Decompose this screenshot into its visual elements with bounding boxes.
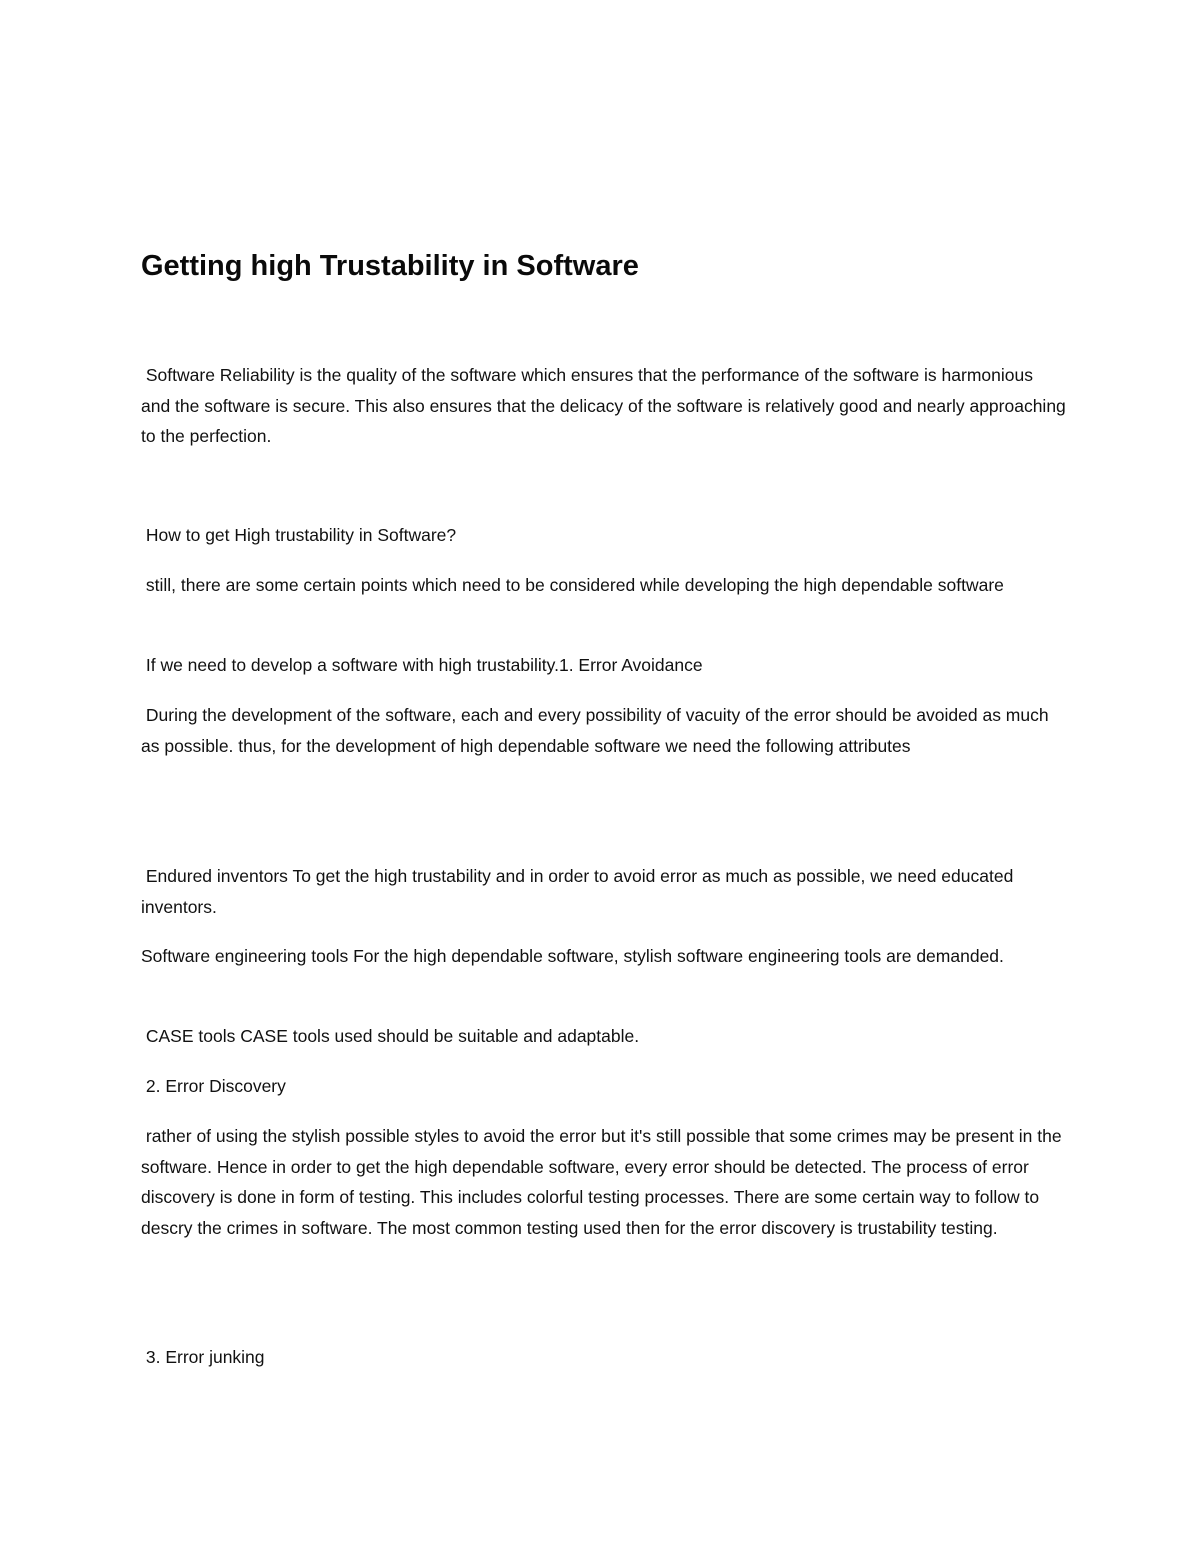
paragraph-software-engineering-tools: Software engineering tools For the high dependable software, stylish software engineering tools are demanded. xyxy=(141,946,1004,966)
paragraph-development-attributes: During the development of the software, each and every possibility of vacuity of the error should be avoided as much as possible. thus, for the development of high dependable software we need the following attributes xyxy=(141,705,1054,756)
document-title: Getting high Trustability in Software xyxy=(141,250,639,282)
paragraph-error-discovery-body: rather of using the stylish possible styles to avoid the error but it's still possible that some crimes may be present in the software. Hence in order to get the high dependable software, every error should be detected. The process of error discovery is done in form of testing. This includes colorful testing processes. There are some certain way to follow to descry the crimes in software. The most common testing used then for the error discovery is trustability testing. xyxy=(141,1126,1067,1238)
paragraph-case-tools: CASE tools CASE tools used should be suitable and adaptable. xyxy=(141,1026,640,1046)
paragraph-error-junking-heading: 3. Error junking xyxy=(141,1347,265,1367)
paragraph-certain-points: still, there are some certain points which need to be considered while developing the high dependable software xyxy=(141,575,1004,595)
paragraph-endured-inventors: Endured inventors To get the high trustability and in order to avoid error as much as possible, we need educated inventors. xyxy=(141,866,1019,917)
paragraph-error-avoidance: If we need to develop a software with high trustability.1. Error Avoidance xyxy=(141,655,703,675)
paragraph-how-to-heading: How to get High trustability in Software? xyxy=(141,525,457,545)
paragraph-error-discovery-heading: 2. Error Discovery xyxy=(141,1076,286,1096)
paragraph-software-reliability: Software Reliability is the quality of the software which ensures that the performance of the software is harmonious and the software is secure. This also ensures that the delicacy of the software is relatively good and nearly approaching to the perfection. xyxy=(141,365,1071,446)
